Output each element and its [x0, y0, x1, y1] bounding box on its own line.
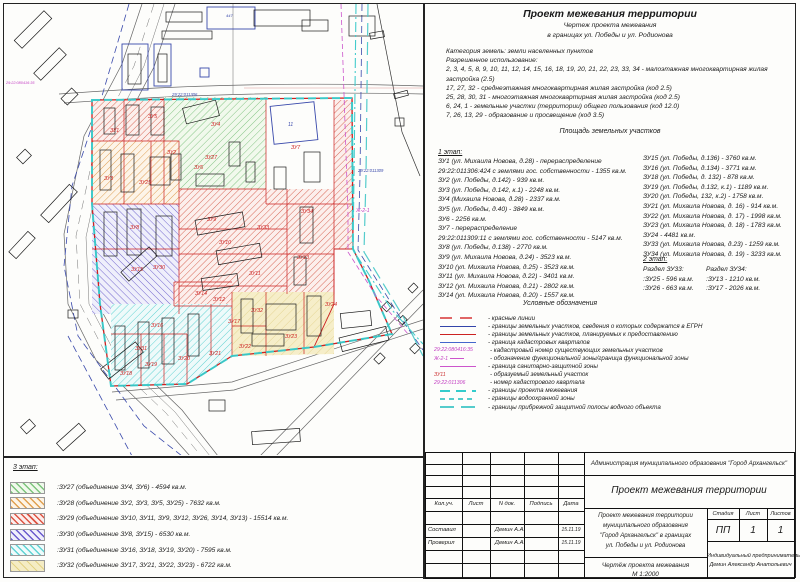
map-parcel-label: ЗУ23: [285, 334, 298, 340]
sheet-value: 1: [750, 525, 756, 536]
map-parcel-label: ЗУ21: [209, 351, 222, 357]
col-header: Лист: [468, 501, 484, 507]
map-parcel-label: ЗУ3: [104, 176, 114, 182]
orange-hatch-swatch: [10, 497, 45, 509]
map-parcel-label: ЗУ8: [130, 225, 140, 231]
legend-item-label: - границы земельных участков, планируемых к предоставлению: [488, 330, 678, 338]
map-parcel-label: ЗУ17: [228, 319, 241, 325]
cyan-hatch-swatch: [10, 544, 45, 556]
parcel-area-line: ЗУ23 (ул. Михаила Новова, д. 18) - 1783 кв.м.: [643, 222, 782, 230]
stage3-label: 3 этап:: [13, 464, 38, 471]
map-parcel-label: 29:22:011306: [172, 92, 198, 97]
organization-name: Администрация муниципального образования "Город Архангельск": [590, 460, 788, 467]
page-title: Проект межевания территории: [523, 8, 697, 20]
legend-item-label: - обозначение функциональной зоны/граница функциональной зоны: [490, 355, 689, 363]
map-parcel-label: ЗУ18: [120, 371, 133, 377]
parcel-area-line: ЗУ22 (ул. Михаила Новова, д. 17) - 1998 кв.м.: [643, 212, 782, 220]
map-parcel-label: ЗУ19: [145, 362, 158, 368]
building-footprint: [274, 167, 286, 189]
legend-item: [432, 354, 792, 362]
stamp-line: [558, 453, 559, 578]
title-block: [425, 452, 800, 579]
name-cell: Демин А.А.: [494, 540, 526, 546]
parcel-area-line: ЗУ12 (ул. Михаила Новова, д.21) - 2802 кв.м.: [438, 282, 575, 290]
map-parcel-label: ЗУ11: [249, 271, 261, 277]
stage3-item-label: :ЗУ27 (объединение ЗУ4, ЗУ6) - 4594 кв.м.: [57, 484, 187, 492]
building-footprint: [57, 423, 86, 451]
areas-column-2: [643, 154, 782, 260]
map-legend-divider: [3, 456, 424, 458]
building-footprint: [410, 343, 421, 354]
project-desc: ул. Победы и ул. Родионова: [605, 542, 686, 549]
parcel-area-line: 29:22:011309:11 с землями гос. собственности - 5147 кв.м.: [438, 234, 623, 242]
stage2-line: Раздел ЗУ34:: [706, 266, 747, 273]
stage3-item: [10, 511, 288, 527]
building-footprint: [304, 152, 320, 182]
permitted-use-line: 7, 26, 13, 29 - образование и просвещение (код 3.5): [446, 112, 605, 120]
name-cell: Демин А.А.: [494, 527, 526, 533]
parcel-area-line: ЗУ14 (ул. Михаила Новова, д.20) - 1557 кв.м.: [438, 292, 575, 300]
sanitary-zone-sample: [432, 366, 484, 367]
parcel-area-line: ЗУ33 (ул. Михаила Новова, д.23) - 1259 кв.м.: [643, 241, 780, 249]
map-parcel-label: ЗУ14: [195, 291, 208, 297]
stamp-line: [584, 475, 794, 476]
building-footprint: [408, 283, 418, 293]
map-parcel-label: ЗУ6: [194, 165, 204, 171]
stage3-item-label: :ЗУ31 (объединение ЗУ16, ЗУ18, ЗУ19, ЗУ20) - 7595 кв.м.: [57, 546, 232, 554]
legend-item-label: - границы земельных участков, сведения о которых содержатся в ЕГРН: [488, 322, 703, 330]
col-header: Дата: [563, 501, 579, 507]
stage3-item-label: :ЗУ30 (объединение ЗУ8, ЗУ15) - 6530 кв.м.: [57, 531, 191, 539]
col-header: Кол.уч.: [434, 501, 454, 507]
map-parcel-label: ЗУ16: [151, 323, 164, 329]
stage1-label: 1 этап:: [438, 149, 463, 156]
drawing-name: Чертёж проекта межевания: [601, 562, 690, 569]
stage2-column-b: [706, 265, 760, 294]
col-header: Подпись: [529, 501, 553, 507]
legend-item-label: - граница санитарно-защитной зоны: [488, 363, 598, 371]
parcel-area-line: ЗУ18 (ул. Победы, д. 132) - 878 кв.м.: [643, 174, 755, 182]
building-footprint: [166, 12, 202, 22]
stamp-line: [524, 453, 525, 578]
parcel-area-line: ЗУ19 (ул. Победы, д.132, к.1) - 1189 кв.м.: [643, 183, 769, 191]
stage3-item: [10, 527, 288, 543]
stamp-line: [426, 524, 584, 525]
permitted-use-line: 17, 27, 32 - среднеэтажная многоквартирная жилая застройка (код 2.5): [446, 84, 672, 92]
formed-parcel-sample: ЗУ11: [434, 371, 446, 378]
legend-item: [432, 379, 792, 387]
legend-item-label: - границы проекта межевания: [488, 387, 578, 395]
stamp-line: [490, 453, 491, 578]
legend-item-label: - образуемый земельный участок: [490, 371, 589, 379]
building-footprint: [21, 419, 36, 434]
stamp-line: [426, 563, 584, 564]
legend-item: [432, 395, 792, 403]
permitted-use-line: 2, 3, 4, 5, 8, 9, 10, 11, 12, 14, 15, 16, 18, 19, 20, 21, 22, 23, 33, 34 - малоэтажная многоквартирная жилая: [446, 66, 768, 74]
permitted-use-list: [446, 65, 791, 120]
yellow-fill-swatch: [10, 560, 45, 572]
green-hatch-swatch: [10, 482, 45, 494]
parcel-area-line: ЗУ2 (ул. Победы, д.142) - 939 кв.м.: [438, 177, 545, 185]
legend-item: [432, 330, 792, 338]
map-parcel-label: ЗУ31: [135, 346, 148, 352]
stage2-line: :ЗУ25 - 596 кв.м.: [643, 275, 694, 283]
parcel-area-line: ЗУ3 (ул. Победы, д.142, к.1) - 2248 кв.м.: [438, 186, 561, 194]
red-lines-sample: [432, 317, 484, 319]
cadastral-map: [4, 4, 423, 455]
parcel-area-line: ЗУ4 (Михаила Новова, д.28) - 2337 кв.м.: [438, 196, 561, 204]
stage2-line: :ЗУ13 - 1210 кв.м.: [706, 275, 761, 283]
sheets-header: Листов: [770, 511, 791, 517]
date-cell: 15.11.19: [561, 527, 581, 533]
quarter-boundary-sample: [432, 342, 484, 343]
cadastral-number-sample: 29:22:080416:35: [434, 347, 473, 354]
stamp-line: [584, 557, 707, 558]
stamp-line: [707, 541, 794, 542]
role-cell: Составил: [428, 527, 456, 533]
executor-type: Индивидуальный предприниматель: [707, 553, 800, 559]
legend-heading: Условные обозначения: [522, 300, 598, 307]
map-parcel-label: 447: [226, 13, 233, 18]
map-parcel-label: ЗУ34: [301, 209, 314, 215]
map-parcel-label: ЗУ12: [213, 297, 226, 303]
building-footprint: [41, 184, 78, 222]
map-parcel-label: ЗУ9: [207, 217, 217, 223]
stage2-line: Раздел ЗУ33:: [643, 266, 684, 273]
legend-item: [432, 403, 792, 411]
stage3-item-label: :ЗУ32 (объединение ЗУ17, ЗУ21, ЗУ22, ЗУ23) - 6722 кв.м.: [57, 562, 232, 570]
date-cell: 15.11.19: [561, 540, 581, 546]
building-footprint: [252, 428, 301, 444]
legend-item: [432, 363, 792, 371]
functional-zone-sample: Ж-2-1: [432, 356, 486, 362]
stage3-item: [10, 558, 288, 574]
stage3-item: [10, 496, 288, 512]
parcel-area-line: ЗУ8 (ул. Победы, д.138) - 2770 кв.м.: [438, 244, 548, 252]
project-desc: муниципального образования: [603, 522, 688, 529]
building-footprint: [374, 353, 385, 364]
egrn-boundary-sample: [432, 326, 484, 327]
stamp-line: [707, 519, 794, 520]
map-parcel-label: ЗУ24: [325, 302, 338, 308]
stage3-item: [10, 480, 288, 496]
legend-item-label: - номер кадастрового квартала: [490, 379, 585, 387]
col-header: N док.: [498, 501, 516, 507]
red-hatch-swatch: [10, 513, 45, 525]
legend-item-label: - красные линии: [488, 314, 536, 322]
stamp-line: [426, 511, 584, 512]
stamp-line: [426, 550, 584, 551]
building-footprint: [128, 54, 141, 84]
parcel-area-line: ЗУ11 (ул. Михаила Новова, д.22) - 3401 кв.м.: [438, 273, 575, 281]
parcel-area-line: 29:22:011306:424 с землями гос. собственности - 1355 кв.м.: [438, 167, 627, 175]
parcel-area-line: ЗУ5 (ул. Победы, д.40) - 3849 кв.м.: [438, 205, 545, 213]
map-parcel-label: 29:22:011309: [358, 168, 384, 173]
stage2-line: :ЗУ17 - 2026 кв.м.: [706, 285, 761, 293]
building-footprint: [394, 90, 409, 98]
map-parcel-label: ЗУ30: [153, 265, 166, 271]
land-category: Категория земель: земли населенных пунктов: [446, 48, 593, 55]
map-parcel-label: ЗУ27: [205, 155, 218, 161]
map-parcel-label: ЗУ4: [211, 122, 221, 128]
building-footprint: [254, 10, 310, 26]
map-parcel-label: 11: [288, 122, 294, 128]
sheet-header: Лист: [745, 511, 761, 517]
map-parcel-label: ЗУ10: [219, 240, 232, 246]
stamp-line: [426, 537, 584, 538]
executor-name: Демин Александр Анатольевич: [709, 562, 792, 568]
map-parcel-label: ЗУ33: [257, 225, 270, 231]
legend-item: [432, 314, 792, 322]
parcel-area-line: ЗУ20 (ул. Победы, 132, к.2) - 1758 кв.м.: [643, 193, 764, 201]
building-footprint: [340, 310, 371, 328]
legend-item: [432, 338, 792, 346]
building-footprint: [34, 48, 67, 81]
building-footprint: [14, 11, 51, 48]
stamp-line: [462, 453, 463, 578]
stage3-legend: [10, 480, 288, 574]
project-desc: "Город Архангельск" в границах: [599, 532, 692, 539]
stamp-line: [426, 486, 584, 487]
parcel-area-line: ЗУ24 - 4481 кв.м.: [643, 231, 696, 239]
page-subtitle-1: Чертеж проекта межевания: [563, 22, 657, 29]
map-parcel-label: ЗУ7: [291, 145, 301, 151]
quarter-number-sample: 29:22:011306: [434, 379, 466, 386]
stage-header: Стадия: [712, 511, 734, 517]
building-footprint: [209, 400, 225, 411]
parcel-area-line: ЗУ21 (ул. Михаила Новова, д. 16) - 914 кв.м.: [643, 202, 779, 210]
drawing-scale: М 1:2000: [632, 571, 659, 578]
planned-boundary-sample: [432, 334, 484, 335]
project-desc: Проект межевания территории: [598, 512, 693, 519]
building-footprint: [9, 231, 35, 258]
map-parcel-label: ЗУ1: [110, 128, 120, 134]
document-title: Проект межевания территории: [611, 485, 767, 496]
legend-item-label: - границы прибрежной защитной полосы водного объекта: [488, 403, 661, 411]
permitted-use-label: Разрешенное использование:: [446, 57, 538, 65]
map-parcel-label: ЗУ5: [148, 114, 158, 120]
parcel-area-line: ЗУ1 (ул. Михаила Новова, д.28) - перераспределение: [438, 158, 602, 165]
map-parcel-label: ЗУ13: [297, 255, 310, 261]
violet-hatch-swatch: [10, 529, 45, 541]
building-footprint: [162, 31, 212, 39]
building-footprint: [17, 149, 32, 164]
water-zone-sample: [432, 398, 484, 399]
parcel-area-line: ЗУ7 - перераспределение: [438, 225, 518, 233]
building-footprint: [302, 20, 328, 31]
legend-item-label: - граница кадастровых кварталов: [488, 338, 590, 346]
map-parcel-label: ЗУ2: [167, 150, 177, 156]
parcel-area-line: ЗУ34 (ул. Михаила Новова, д. 19) - 3233 кв.м.: [643, 250, 782, 258]
legend-item-label: - кадастровый номер существующих земельных участков: [490, 346, 663, 354]
stamp-line: [426, 464, 584, 465]
building-footprint: [158, 54, 167, 82]
map-parcel-label: ЗУ15: [131, 267, 144, 273]
stage2-column-a: [643, 265, 694, 294]
stamp-line: [584, 508, 794, 509]
legend-item: [432, 371, 792, 379]
stage3-item-label: :ЗУ28 (объединение ЗУ2, ЗУ3, ЗУ5, ЗУ25) - 7632 кв.м.: [57, 499, 221, 507]
legend-item: [432, 346, 792, 354]
legend-item: [432, 322, 792, 330]
stage3-item-label: :ЗУ29 (объединение ЗУ10, ЗУ11, ЗУ9, ЗУ12, ЗУ26, ЗУ14, ЗУ13) - 15514 кв.м.: [57, 515, 289, 523]
stage2-label: 2 этап:: [643, 256, 668, 263]
map-parcel-label: 29:22:080416:35: [6, 81, 35, 85]
stamp-line: [426, 498, 584, 499]
legend-item: [432, 387, 792, 395]
parcel-area-line: ЗУ9 (ул. Михаила Новова, д.24) - 3523 кв.м.: [438, 253, 572, 261]
stage2-line: :ЗУ26 - 663 кв.м.: [643, 285, 694, 293]
stage3-item: [10, 542, 288, 558]
map-parcel-label: ЗУ32: [251, 308, 264, 314]
legend: [432, 314, 792, 411]
map-parcel-label: Ж-2-1: [356, 208, 370, 214]
shore-strip-sample: [432, 406, 484, 408]
role-cell: Проверил: [428, 540, 455, 546]
land-category-block: [446, 47, 791, 121]
stage-value: ПП: [715, 525, 731, 536]
permitted-use-line: 25, 28, 30, 31 - многоэтажная многоквартирная жилая застройка (код 2.5): [446, 94, 680, 102]
stamp-line: [426, 475, 584, 476]
project-boundary-sample: [432, 390, 484, 393]
sheets-value: 1: [777, 525, 784, 536]
areas-heading: Площадь земельных участков: [559, 128, 661, 135]
permitted-use-line: застройка (2.5): [446, 75, 495, 83]
map-parcel-label: ЗУ25: [139, 180, 152, 186]
map-parcel-label: ЗУ22: [239, 344, 252, 350]
map-parcel-label: ЗУ20: [178, 356, 191, 362]
parcel-area-line: ЗУ10 (ул. Михаила Новова, д.25) - 3523 кв.м.: [438, 263, 575, 271]
permitted-use-line: 6, 24, 1 - земельные участки (территории) общего пользования (код 12.0): [446, 103, 680, 111]
parcel-area-line: ЗУ15 (ул. Победы, д.136) - 3760 кв.м.: [643, 155, 757, 162]
page-subtitle-2: в границах ул. Победы и ул. Родионова: [547, 32, 673, 39]
parcel-area-line: ЗУ16 (ул. Победы, д.134) - 3771 кв.м.: [643, 164, 757, 172]
parcel-area-line: ЗУ6 - 2256 кв.м.: [438, 215, 487, 223]
areas-column-1: [438, 157, 627, 301]
legend-item-label: - границы водоохранной зоны: [488, 395, 575, 403]
